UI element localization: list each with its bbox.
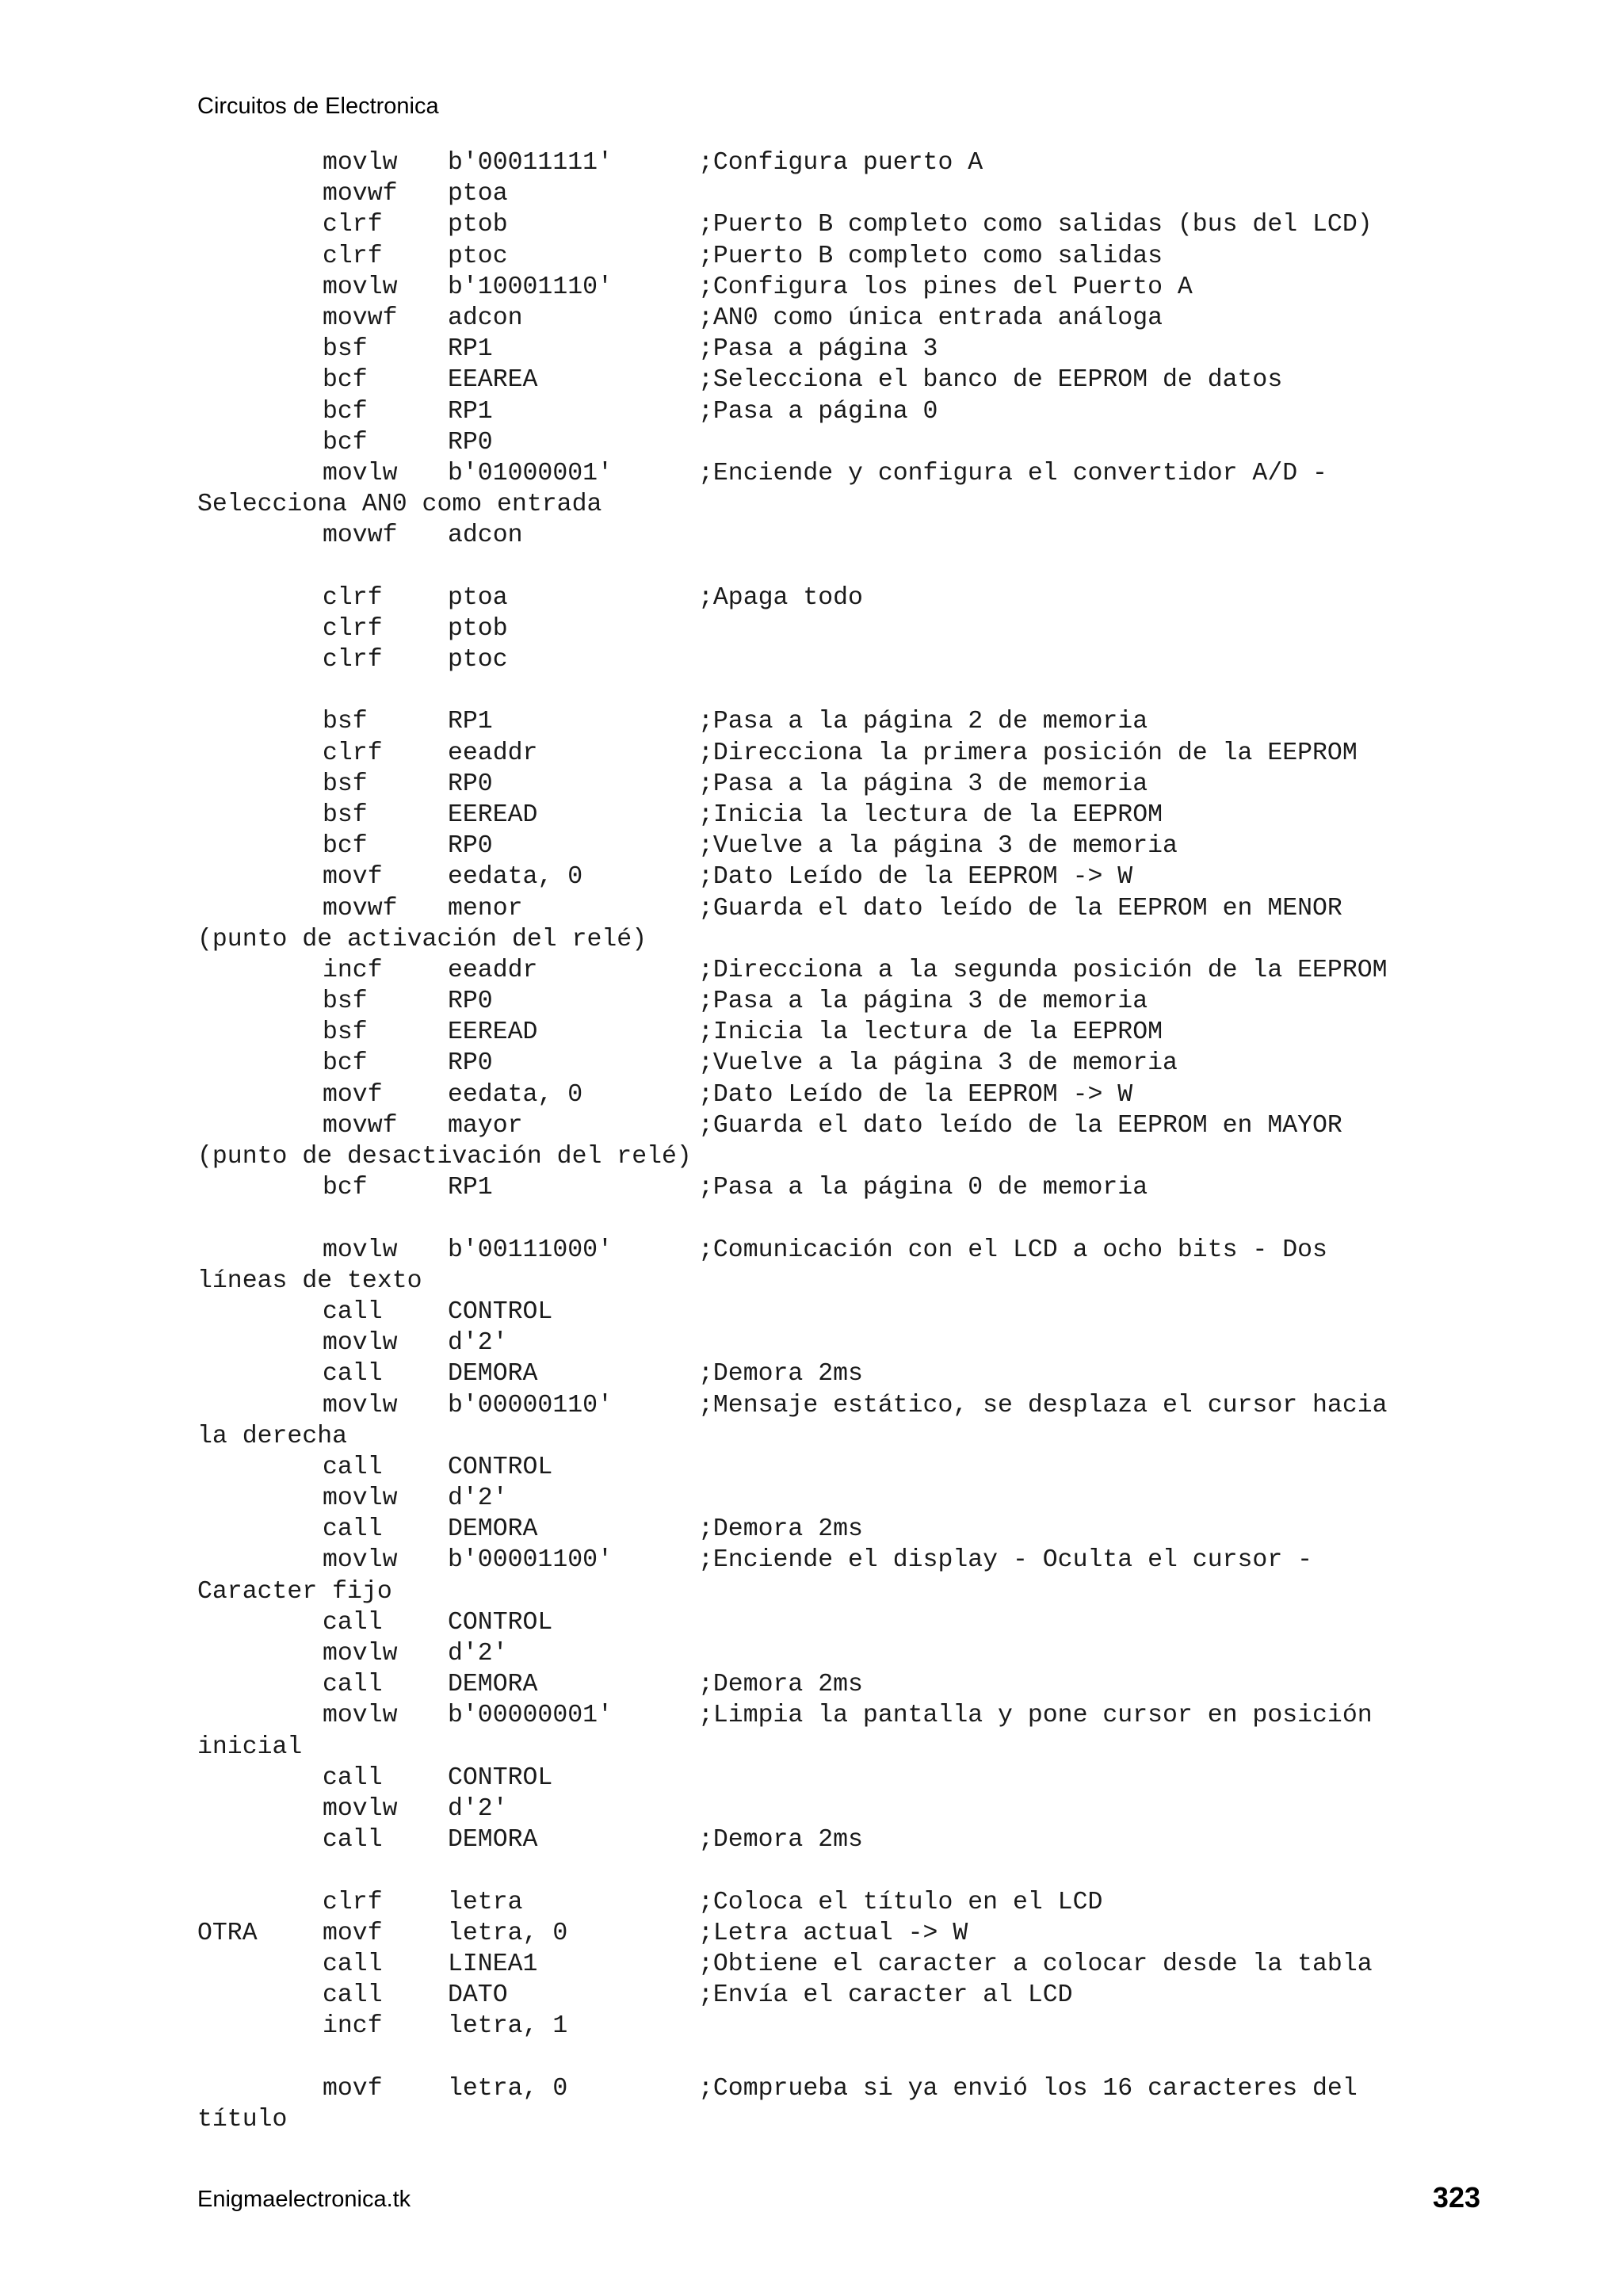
code-comment: ;Pasa a la página 3 de memoria [698, 988, 1148, 1016]
code-line [197, 1669, 1497, 1700]
code-mnemonic: bcf [323, 832, 368, 861]
code-operand: d'2' [448, 1640, 508, 1668]
code-operand: DEMORA [448, 1515, 538, 1544]
code-line [197, 644, 1497, 675]
code-line [197, 1824, 1497, 1855]
code-comment: ;Dato Leído de la EEPROM -> W [698, 1080, 1133, 1109]
code-comment: ;Puerto B completo como salidas (bus del LCD) [698, 211, 1373, 239]
code-comment: ;Puerto B completo como salidas [698, 242, 1163, 270]
code-line [197, 1638, 1497, 1669]
code-operand: RP0 [448, 832, 493, 861]
code-mnemonic: call [323, 1671, 383, 1699]
code-comment-continuation: inicial [197, 1733, 303, 1761]
code-line [197, 1235, 1497, 1266]
code-mnemonic: movwf [323, 180, 398, 208]
code-comment: ;Limpia la pantalla y pone cursor en posición [698, 1702, 1373, 1730]
code-operand: EEREAD [448, 800, 538, 829]
code-line [197, 2011, 1497, 2042]
code-line [197, 178, 1497, 209]
code-continuation-line [197, 924, 1497, 955]
code-mnemonic: clrf [323, 646, 383, 674]
page-number: 323 [1432, 2181, 1480, 2214]
code-operand: d'2' [448, 1484, 508, 1513]
code-operand: b'00000110' [448, 1391, 613, 1419]
blank-line [197, 1203, 1497, 1234]
code-line [197, 1017, 1497, 1048]
code-operand: RP0 [448, 988, 493, 1016]
code-line [197, 2073, 1497, 2104]
code-operand: RP0 [448, 428, 493, 457]
code-line [197, 1358, 1497, 1389]
code-continuation-line [197, 1141, 1497, 1172]
code-comment: ;Vuelve a la página 3 de memoria [698, 1049, 1178, 1078]
code-comment-continuation: la derecha [197, 1422, 348, 1450]
code-operand: letra, 1 [448, 2012, 568, 2041]
code-operand: b'00011111' [448, 149, 613, 177]
code-comment: ;Inicia la lectura de la EEPROM [698, 800, 1163, 829]
code-comment: ;Selecciona el banco de EEPROM de datos [698, 366, 1283, 395]
code-mnemonic: call [323, 1981, 383, 2010]
code-operand: RP1 [448, 708, 493, 736]
code-continuation-line [197, 1266, 1497, 1297]
code-operand: b'00001100' [448, 1546, 613, 1575]
code-mnemonic: movlw [323, 1640, 398, 1668]
blank-line [197, 2042, 1497, 2073]
code-line [197, 1328, 1497, 1358]
code-line [197, 1949, 1497, 1980]
code-comment: ;Coloca el título en el LCD [698, 1888, 1103, 1916]
code-line [197, 1172, 1497, 1203]
code-operand: d'2' [448, 1794, 508, 1823]
code-line [197, 893, 1497, 924]
code-comment: ;Pasa a la página 0 de memoria [698, 1174, 1148, 1202]
code-mnemonic: bcf [323, 397, 368, 426]
code-line [197, 241, 1497, 272]
code-operand: eedata, 0 [448, 863, 583, 892]
code-comment-continuation: (punto de desactivación del relé) [197, 1143, 692, 1171]
code-operand: eeaddr [448, 956, 538, 984]
code-operand: RP1 [448, 335, 493, 364]
assembly-code-listing [197, 147, 1497, 2135]
code-comment: ;Inicia la lectura de la EEPROM [698, 1018, 1163, 1047]
code-comment: ;Vuelve a la página 3 de memoria [698, 832, 1178, 861]
code-comment: ;Configura puerto A [698, 149, 983, 177]
code-comment: ;Apaga todo [698, 583, 863, 612]
code-comment: ;Guarda el dato leído de la EEPROM en MENOR [698, 894, 1342, 923]
code-comment: ;Comprueba si ya envió los 16 caracteres del [698, 2074, 1358, 2103]
code-mnemonic: movf [323, 1919, 383, 1947]
code-mnemonic: clrf [323, 739, 383, 767]
code-operand: b'00000001' [448, 1702, 613, 1730]
code-mnemonic: movf [323, 1080, 383, 1109]
code-operand: eeaddr [448, 739, 538, 767]
code-line [197, 706, 1497, 737]
blank-line [197, 1855, 1497, 1886]
code-mnemonic: bsf [323, 708, 368, 736]
code-mnemonic: clrf [323, 583, 383, 612]
code-mnemonic: bcf [323, 1049, 368, 1078]
page-header-title: Circuitos de Electronica [197, 94, 439, 119]
code-line [197, 1110, 1497, 1141]
code-mnemonic: bsf [323, 770, 368, 798]
code-mnemonic: movlw [323, 459, 398, 487]
code-line [197, 1483, 1497, 1514]
code-comment: ;Pasa a la página 2 de memoria [698, 708, 1148, 736]
code-mnemonic: movlw [323, 1794, 398, 1823]
code-line [197, 769, 1497, 800]
footer-site: Enigmaelectronica.tk [197, 2187, 411, 2212]
code-operand: letra, 0 [448, 2074, 568, 2103]
code-line [197, 986, 1497, 1017]
code-comment: ;Pasa a la página 3 de memoria [698, 770, 1148, 798]
code-comment-continuation: Caracter fijo [197, 1577, 392, 1606]
code-continuation-line [197, 1732, 1497, 1763]
code-mnemonic: movwf [323, 1111, 398, 1140]
code-comment: ;Demora 2ms [698, 1515, 863, 1544]
code-comment-continuation: Selecciona AN0 como entrada [197, 491, 602, 519]
code-operand: RP0 [448, 770, 493, 798]
code-line [197, 613, 1497, 644]
code-operand: DEMORA [448, 1360, 538, 1389]
code-comment: ;Demora 2ms [698, 1826, 863, 1855]
code-mnemonic: call [323, 1453, 383, 1481]
code-continuation-line [197, 1576, 1497, 1607]
code-comment: ;Direcciona la primera posición de la EEPROM [698, 739, 1358, 767]
code-label: OTRA [197, 1919, 258, 1947]
code-operand: EEREAD [448, 1018, 538, 1047]
code-mnemonic: call [323, 1360, 383, 1389]
code-operand: eedata, 0 [448, 1080, 583, 1109]
code-operand: letra, 0 [448, 1919, 568, 1947]
code-mnemonic: bsf [323, 988, 368, 1016]
code-operand: DEMORA [448, 1826, 538, 1855]
code-line [197, 1390, 1497, 1421]
code-line [197, 1452, 1497, 1483]
code-operand: ptoc [448, 646, 508, 674]
code-comment: ;Mensaje estático, se desplaza el cursor hacia [698, 1391, 1388, 1419]
code-mnemonic: movlw [323, 1329, 398, 1358]
code-comment-continuation: (punto de activación del relé) [197, 925, 647, 953]
code-continuation-line [197, 1421, 1497, 1452]
code-mnemonic: call [323, 1515, 383, 1544]
code-line [197, 1607, 1497, 1638]
code-operand: DEMORA [448, 1671, 538, 1699]
code-line [197, 334, 1497, 365]
code-mnemonic: movf [323, 863, 383, 892]
code-continuation-line [197, 2104, 1497, 2135]
code-operand: ptoa [448, 180, 508, 208]
code-mnemonic: bcf [323, 366, 368, 395]
code-operand: b'01000001' [448, 459, 613, 487]
code-mnemonic: call [323, 1826, 383, 1855]
code-comment: ;Demora 2ms [698, 1360, 863, 1389]
code-comment: ;Guarda el dato leído de la EEPROM en MAYOR [698, 1111, 1342, 1140]
code-comment: ;Dato Leído de la EEPROM -> W [698, 863, 1133, 892]
code-mnemonic: movlw [323, 149, 398, 177]
code-mnemonic: clrf [323, 242, 383, 270]
code-mnemonic: call [323, 1297, 383, 1326]
code-operand: letra [448, 1888, 523, 1916]
code-line [197, 458, 1497, 489]
code-mnemonic: movwf [323, 304, 398, 332]
code-line [197, 272, 1497, 303]
code-mnemonic: call [323, 1950, 383, 1978]
code-mnemonic: incf [323, 956, 383, 984]
code-comment: ;Pasa a página 0 [698, 397, 938, 426]
code-mnemonic: bsf [323, 800, 368, 829]
code-mnemonic: movlw [323, 1484, 398, 1513]
code-operand: DATO [448, 1981, 508, 2010]
code-operand: ptoc [448, 242, 508, 270]
code-line [197, 365, 1497, 395]
code-operand: adcon [448, 521, 523, 550]
code-operand: d'2' [448, 1329, 508, 1358]
code-line [197, 1700, 1497, 1731]
code-comment: ;Configura los pines del Puerto A [698, 273, 1193, 301]
code-line [197, 1545, 1497, 1576]
code-mnemonic: clrf [323, 1888, 383, 1916]
code-mnemonic: call [323, 1763, 383, 1792]
code-operand: ptob [448, 614, 508, 643]
code-operand: b'10001110' [448, 273, 613, 301]
code-mnemonic: bcf [323, 1174, 368, 1202]
code-comment: ;AN0 como única entrada análoga [698, 304, 1163, 332]
code-operand: menor [448, 894, 523, 923]
code-mnemonic: movlw [323, 1702, 398, 1730]
code-mnemonic: incf [323, 2012, 383, 2041]
code-comment: ;Comunicación con el LCD a ocho bits - Dos [698, 1236, 1327, 1264]
code-line [197, 1918, 1497, 1949]
code-comment: ;Pasa a página 3 [698, 335, 938, 364]
code-operand: CONTROL [448, 1453, 553, 1481]
code-mnemonic: movwf [323, 894, 398, 923]
code-mnemonic: movf [323, 2074, 383, 2103]
code-mnemonic: call [323, 1608, 383, 1637]
code-operand: b'00111000' [448, 1236, 613, 1264]
code-mnemonic: bcf [323, 428, 368, 457]
code-mnemonic: clrf [323, 211, 383, 239]
code-operand: ptoa [448, 583, 508, 612]
code-operand: RP0 [448, 1049, 493, 1078]
code-line [197, 738, 1497, 769]
code-line [197, 955, 1497, 986]
code-line [197, 209, 1497, 240]
code-comment: ;Enciende el display - Oculta el cursor - [698, 1546, 1313, 1575]
code-continuation-line [197, 489, 1497, 520]
code-mnemonic: bsf [323, 335, 368, 364]
code-line [197, 396, 1497, 427]
code-operand: CONTROL [448, 1763, 553, 1792]
code-line [197, 1794, 1497, 1824]
code-mnemonic: bsf [323, 1018, 368, 1047]
code-operand: CONTROL [448, 1608, 553, 1637]
code-operand: CONTROL [448, 1297, 553, 1326]
code-line [197, 147, 1497, 178]
code-line [197, 427, 1497, 458]
code-line [197, 1079, 1497, 1110]
code-line [197, 1514, 1497, 1545]
code-operand: adcon [448, 304, 523, 332]
code-comment: ;Direcciona a la segunda posición de la EEPROM [698, 956, 1388, 984]
code-mnemonic: movlw [323, 273, 398, 301]
code-line [197, 520, 1497, 551]
code-operand: RP1 [448, 397, 493, 426]
code-line [197, 1980, 1497, 2011]
code-operand: LINEA1 [448, 1950, 538, 1978]
code-mnemonic: movwf [323, 521, 398, 550]
code-line [197, 583, 1497, 613]
code-operand: EEAREA [448, 366, 538, 395]
code-mnemonic: movlw [323, 1391, 398, 1419]
code-line [197, 1887, 1497, 1918]
code-line [197, 1048, 1497, 1079]
blank-line [197, 675, 1497, 706]
code-line [197, 800, 1497, 831]
code-comment: ;Enciende y configura el convertidor A/D - [698, 459, 1327, 487]
code-mnemonic: clrf [323, 614, 383, 643]
code-operand: RP1 [448, 1174, 493, 1202]
code-line [197, 1297, 1497, 1328]
code-mnemonic: movlw [323, 1236, 398, 1264]
code-operand: mayor [448, 1111, 523, 1140]
code-mnemonic: movlw [323, 1546, 398, 1575]
code-line [197, 831, 1497, 861]
code-comment: ;Envía el caracter al LCD [698, 1981, 1073, 2010]
code-comment: ;Demora 2ms [698, 1671, 863, 1699]
blank-line [197, 551, 1497, 582]
code-line [197, 1763, 1497, 1794]
code-comment-continuation: título [197, 2105, 288, 2134]
code-comment: ;Obtiene el caracter a colocar desde la tabla [698, 1950, 1373, 1978]
code-comment-continuation: líneas de texto [197, 1266, 422, 1295]
code-line [197, 303, 1497, 334]
code-line [197, 861, 1497, 892]
code-comment: ;Letra actual -> W [698, 1919, 968, 1947]
code-operand: ptob [448, 211, 508, 239]
